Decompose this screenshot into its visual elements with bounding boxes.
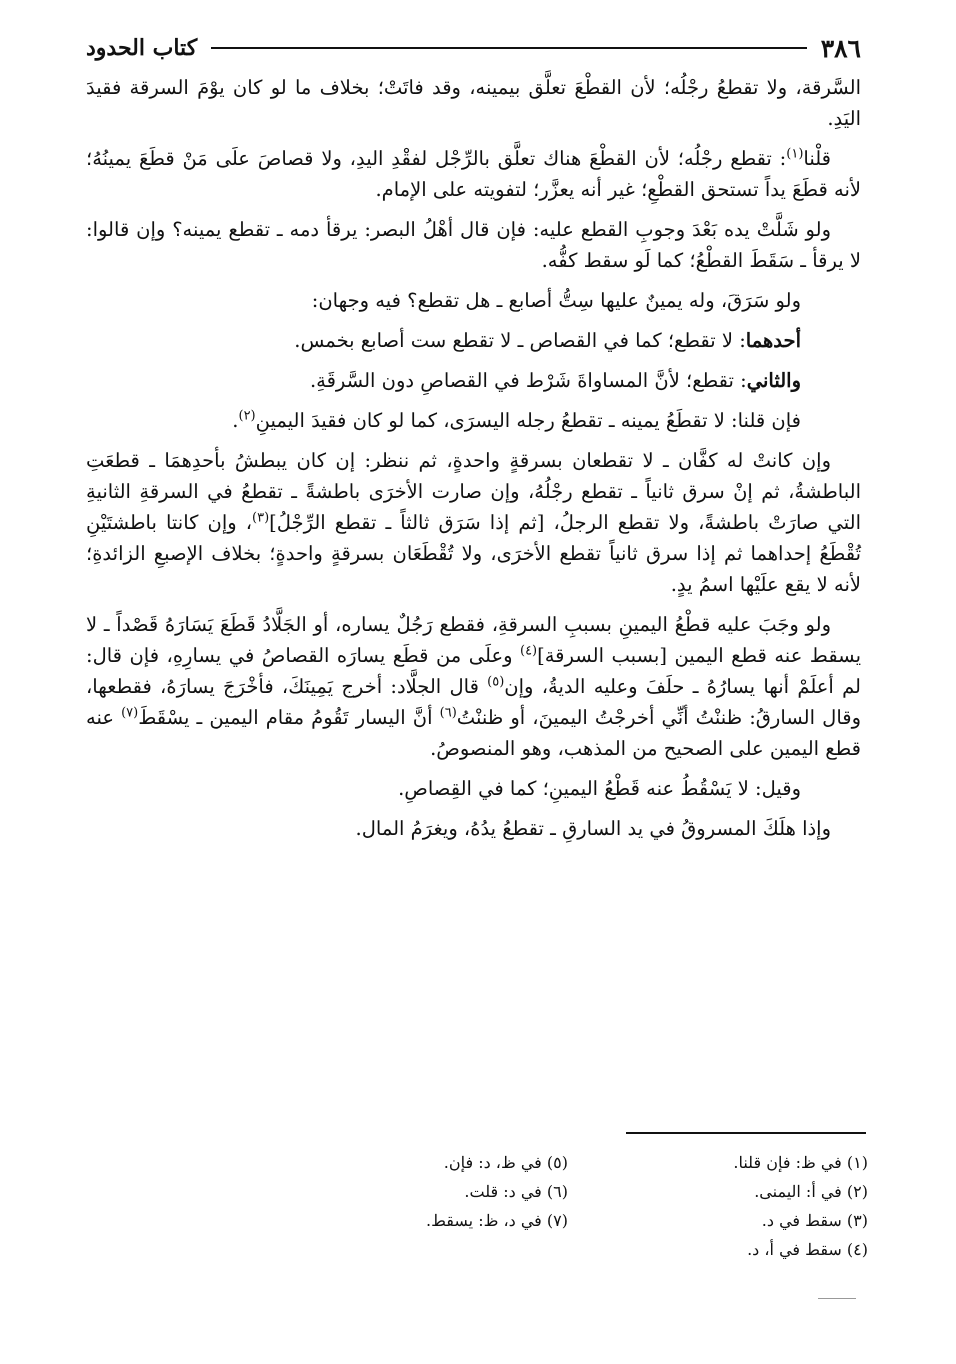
footnote-separator [626,1132,866,1134]
paragraph-text: ولو وجَبَ عليه قطْعُ اليمينِ بسببِ السرقةِ، فقطع رَجُلٌ يساره، أو الجَلَّادُ قَطَعَ يَسَارَهُ قَصْداً ـ لا يسقط عنه قطع اليمين [بسبب السرقة] [86,613,862,667]
footnote-ref-5: (٥) [487,674,505,690]
paragraph-text: : تقطع؛ لأنَّ المساواةَ شَرْط في القصاصِ دون السَّرقَةِ. [309,369,747,392]
footnote-3: (٣) سقط في د. [761,1211,868,1230]
paragraph-5 [86,325,861,356]
paragraph-text: وإذا هلَكَ المسروقُ في يد السارقِ ـ تقطعُ يدُهُ، ويغرَمُ المال. [355,817,831,840]
paragraph-7 [86,405,861,436]
paragraph-text: فإن قلنا: لا تقطَعُ يمينه ـ تقطعُ رجله اليسرَى، كما لو كان فقيدَ اليمينِ [255,409,801,432]
paragraph-tail: وعلَى من قطَع يسارَه القصاصُ في يسارِهِ، فإن قال: لم أعلَمْ أنها يسارُهُ ـ حلَفَ وعليه الديةُ، وإن [86,644,861,698]
paragraph-2 [86,143,861,205]
page-number: ٣٨٦ [820,33,861,63]
paragraph-lead: أحدهما [745,329,801,352]
paragraph-lead: والثاني [746,369,801,392]
paragraph-3 [86,214,861,276]
footnote-ref-1: (١) [786,146,804,162]
main-text [86,72,861,853]
paragraph-tail: قال الجلَّاد: أخرج يَمِينَكَ، فأخْرَجَ يسارَهُ، فقطعها، وقال السارقُ: ظننْتُ أنِّي أخرجْتُ اليمينَ، أو ظننْتُ [86,675,861,729]
paragraph-11 [86,813,861,844]
paragraph-tail: عنه قطع اليمين على الصحيح من المذهب، وهو المنصوصُ. [86,706,861,760]
paragraph-6 [86,365,861,396]
paragraph-text: : لا تقطع؛ كما في القصاص ـ لا تقطع ست أصابع بخمس. [294,329,746,352]
footnote-1: (١) في ظ: فإن قلنا. [733,1153,868,1172]
footnote-6: (٦) في د: قلت. [464,1182,568,1201]
paragraph-tail: ، وإن كانتا باطشتَيْنِ تُقْطَعُ إحداهما ثم إذا سرق ثانياً تقطع الأخرَى، ولا تُقْطَعَان بسرقةٍ واحدةٍ؛ بخلاف الإصبعِ الزائدةِ؛ لأنه لا يقع علَيْها اسمُ يدٍ. [86,511,861,596]
footnote-7: (٧) في د، ظ: يسقط. [426,1211,568,1230]
paragraph-tail: أنَّ اليسار تَقُومُ مقام اليمين ـ يسْقَطَ [138,706,440,729]
paragraph-lead: قلْنا [803,147,831,170]
footnote-4: (٤) سقط في أ، د. [747,1240,868,1259]
footnote-ref-2: (٢) [238,408,256,424]
page-header [86,28,861,68]
paragraph-tail: . [232,409,239,432]
footnote-5: (٥) في ظ، د: فإن. [443,1153,568,1172]
header-rule [211,47,807,49]
paragraph-text: السَّرقة، ولا تقطعُ رجْلُه؛ لأن القطْعَ تعلَّق بيمينه، وقد فاتَتْ؛ بخلاف ما لو كان يوْمَ السرقة فقيدَ اليَدِ. [86,76,861,130]
paragraph-1 [86,72,861,134]
paragraph-9 [86,609,861,764]
footnote-column-left [268,1148,568,1264]
footnote-ref-6: (٦) [439,705,457,721]
paragraph-text: ولو سَرَقَ، وله يمينٌ عليها سِتُّ أصابع ـ هل تقطع؟ فيه وجهان: [311,289,801,312]
bottom-mark [818,1298,856,1299]
footnote-column-right [568,1148,868,1264]
footnotes [228,1148,868,1264]
paragraph-10 [86,773,861,804]
paragraph-text: ولو شَلَّتْ يده بَعْدَ وجوبِ القطع عليه: فإن قال أهْلُ البصر: يرقأ دمه ـ تقطع يمينه؟ وإن قالوا: لا يرقأ ـ سَقَطَ القطْعُ؛ كما لَو سقط كفُّه. [86,218,861,272]
footnote-ref-3: (٣) [252,510,270,526]
running-title: كتاب الحدود [86,35,198,61]
footnote-ref-7: (٧) [121,705,139,721]
paragraph-text: وقيل: لا يَسْقُطُ عنه قَطْعُ اليمينِ؛ كما في القِصاصِ. [398,777,801,800]
paragraph-text: وإن كانتْ له كفَّان ـ لا تقطعان بسرقةٍ واحدةٍ، ثم ننظر: إن كان يبطشُ بأحدِهمَا ـ قطعَتِ الباطشةُ، ثم إنْ سرق ثانياً ـ تقطع رجْلُهُ، وإن صارت الأخرَى باطشةً ـ تقطعُ في السرقةِ الثانيةِ التي صارَتْ باطشةً، ولا تقطع الرجلُ، [ثم إذا سَرَق ثالثاً ـ تقطع الرِّجْلُ] [86,449,862,534]
paragraph-8 [86,445,861,600]
paragraph-text: : تقطع رجْلُه؛ لأن القطْعَ هناك تعلَّق بالرِّجْل لفقْدِ اليدِ، ولا قصاصَ علَى مَنْ قطَعَ يمينُهُ؛ لأنه قطَعَ يداً تستحق القطْعِ؛ غير أنه يعزَّر؛ لتفويته على الإمام. [86,147,861,201]
footnote-ref-4: (٤) [519,643,538,659]
footnote-2: (٢) في أ: اليمنى. [754,1182,868,1201]
paragraph-4 [86,285,861,316]
